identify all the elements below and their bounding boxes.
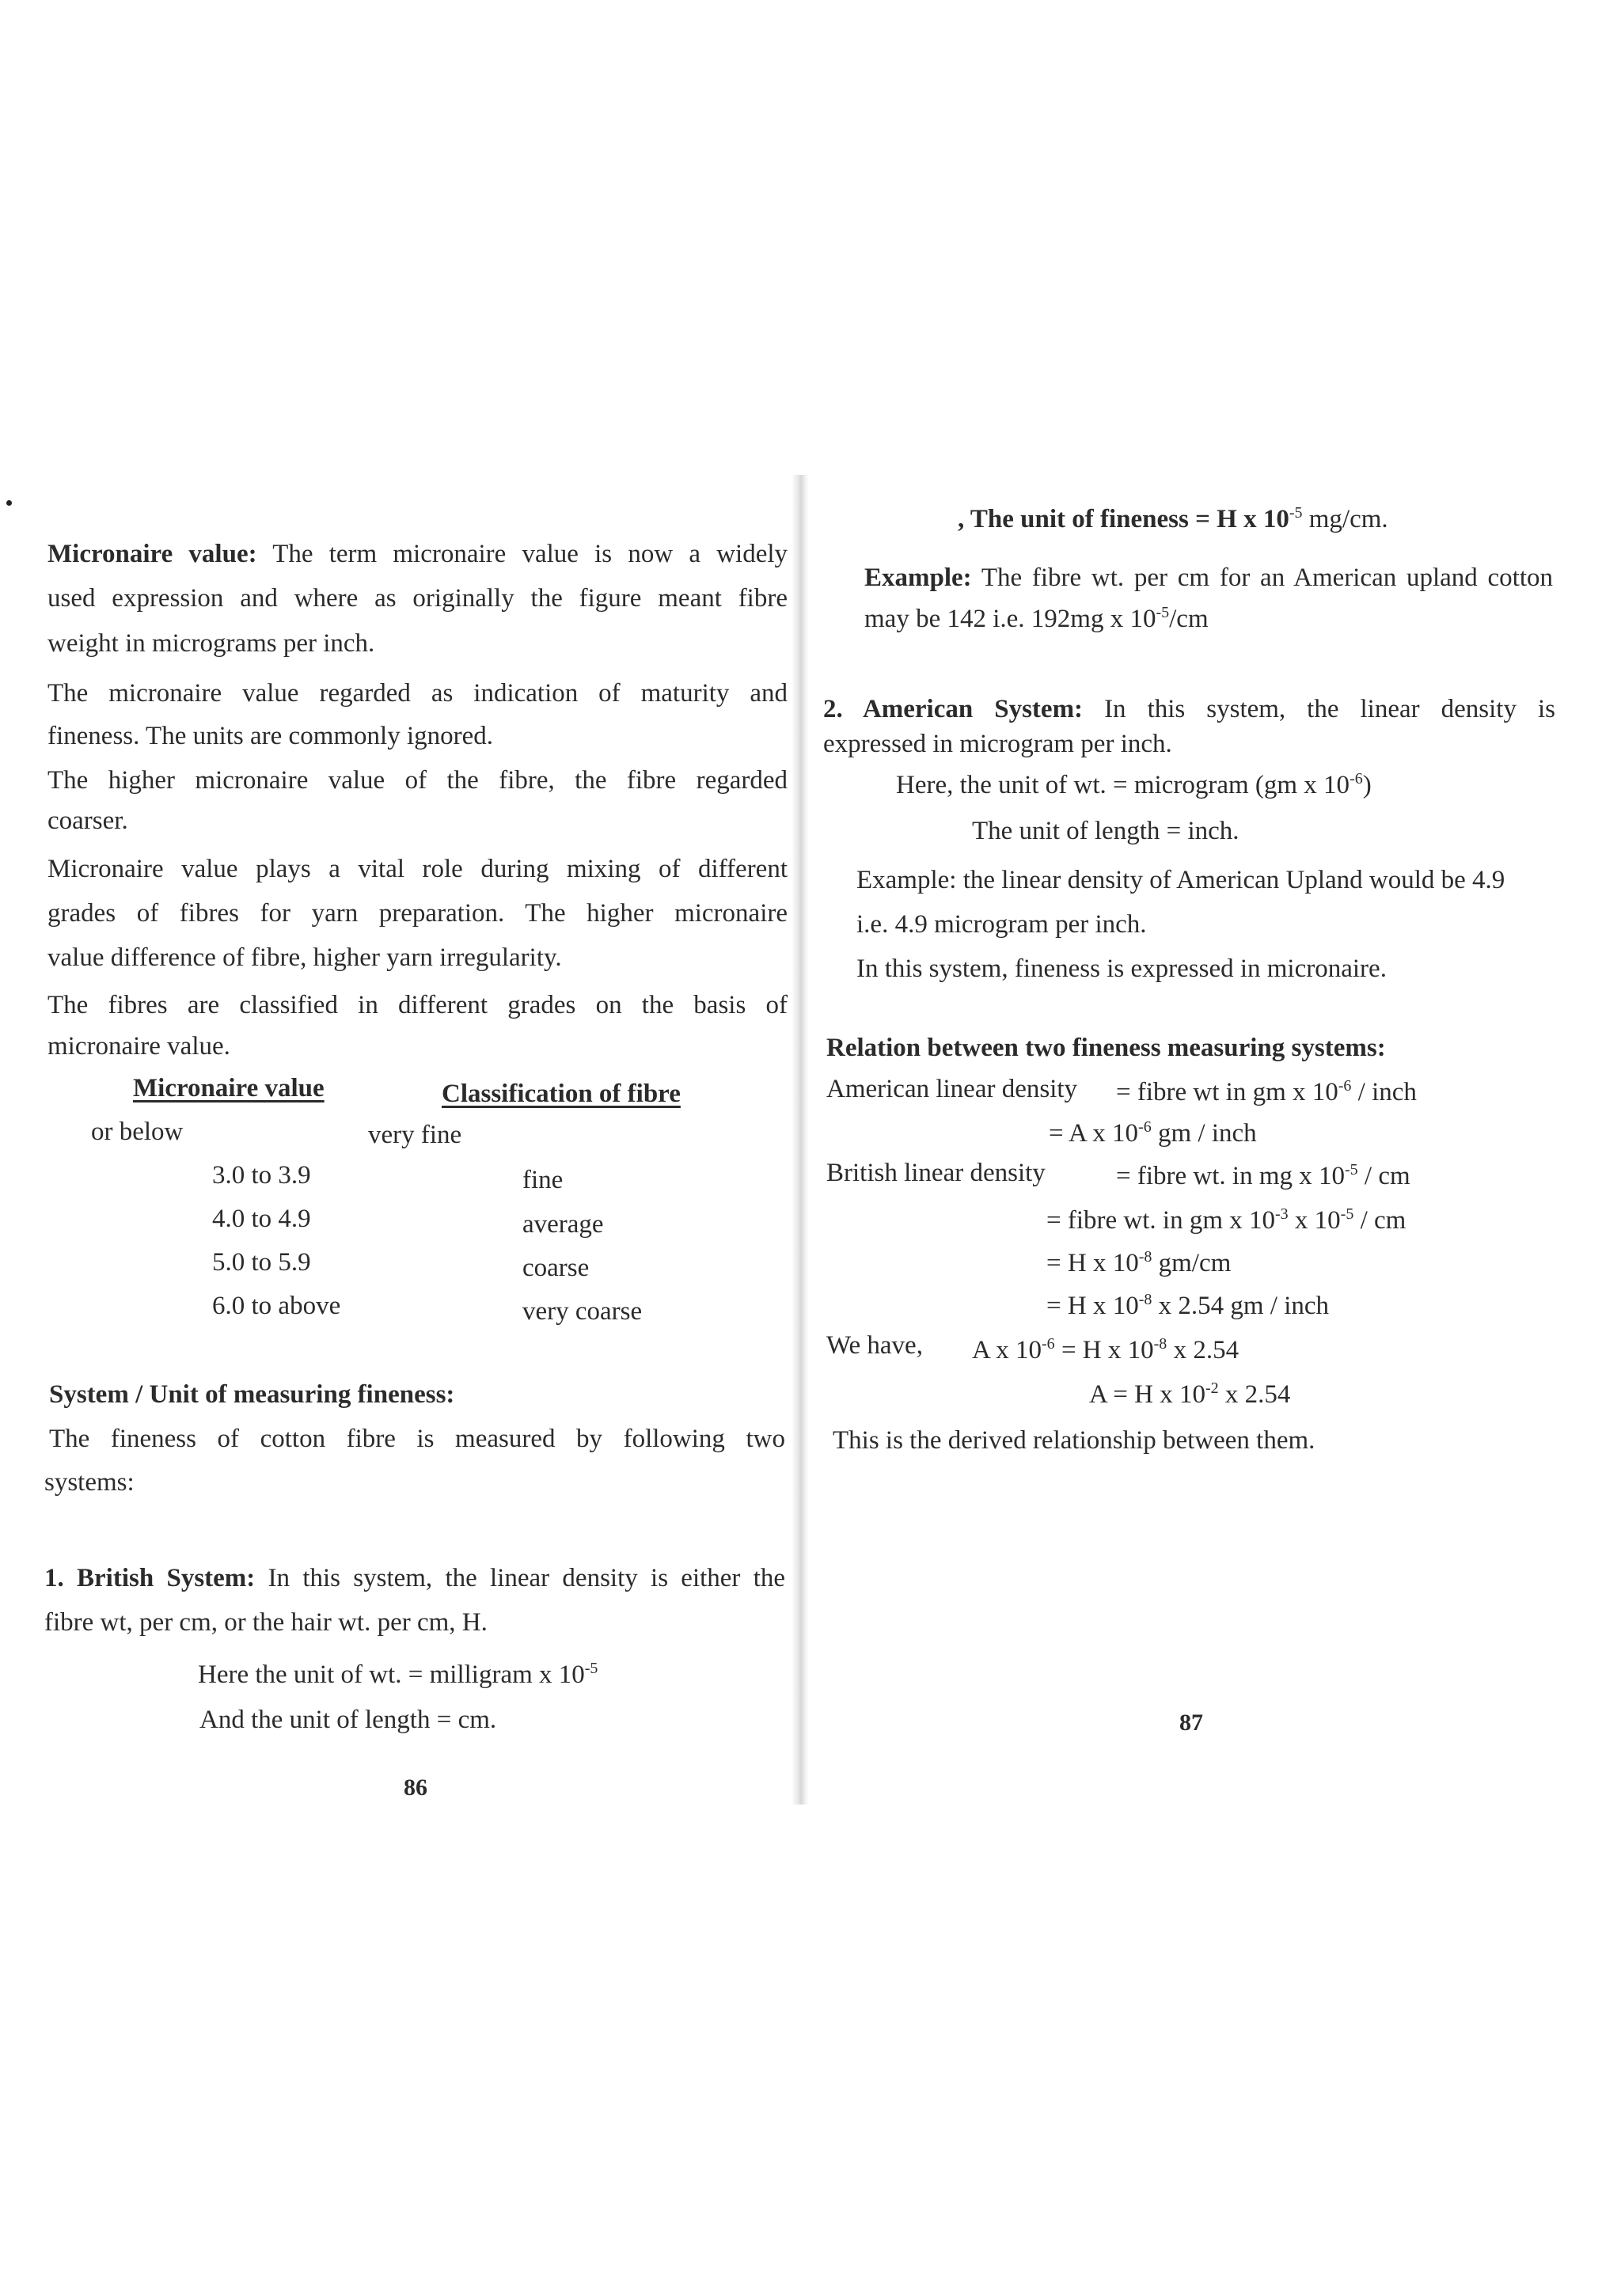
- paragraph-maturity-2: fineness. The units are commonly ignored.: [47, 722, 494, 750]
- we-have-eq-1-end: x 2.54: [1167, 1336, 1239, 1364]
- we-have-eq-2-text: A = H x 10: [1089, 1380, 1205, 1409]
- we-have-eq-2-exponent: -2: [1205, 1379, 1219, 1397]
- paragraph-coarser-2: coarser.: [47, 806, 128, 835]
- british-ld-eq-4-unit: x 2.54 gm / inch: [1152, 1292, 1330, 1320]
- paragraph-maturity-1: The micronaire value regarded as indication of maturity and: [47, 679, 788, 708]
- british-ld-eq-4-text: = H x 10: [1046, 1292, 1139, 1320]
- british-ld-eq-2-unit: / cm: [1353, 1206, 1407, 1235]
- american-label: 2. American System:: [823, 695, 1084, 723]
- american-ld-eq-1-exponent: -6: [1338, 1077, 1352, 1095]
- british-ld-eq-1: [1116, 1160, 1410, 1192]
- table-row-5-value: 6.0 to above: [212, 1292, 341, 1320]
- american-line-2: expressed in microgram per inch.: [823, 730, 1172, 758]
- unit-of-fineness-text: , The unit of fineness = H x 10: [958, 505, 1289, 533]
- example-2-line-1: Example: the linear density of American Upland would be 4.9: [856, 866, 1505, 894]
- british-ld-eq-1-unit: / cm: [1357, 1162, 1410, 1190]
- we-have-eq-2: [1089, 1379, 1290, 1410]
- american-ld-eq-2-text: = A x 10: [1049, 1119, 1139, 1148]
- table-header-classification: Classification of fibre: [442, 1080, 681, 1108]
- british-line-2: fibre wt, per cm, or the hair wt. per cm, H.: [44, 1608, 488, 1637]
- left-page: [0, 0, 799, 2296]
- table-row-3-class: average: [522, 1210, 604, 1239]
- system-heading: System / Unit of measuring fineness:: [49, 1380, 455, 1409]
- we-have-eq-1-exponent-2: -8: [1153, 1335, 1167, 1353]
- paragraph-mixing-1: Micronaire value plays a vital role during mixing of different: [47, 855, 788, 883]
- american-line-1: [823, 693, 1555, 725]
- american-unit-weight-text: Here, the unit of wt. = microgram (gm x 10: [896, 771, 1350, 799]
- british-unit-weight-exponent: -5: [584, 1660, 598, 1677]
- example-line-2-exponent: -5: [1156, 604, 1170, 621]
- example-line-2-text: may be 142 i.e. 192mg x 10: [864, 605, 1156, 633]
- british-ld-eq-2: [1046, 1205, 1406, 1236]
- table-row-2-value: 3.0 to 3.9: [212, 1161, 311, 1190]
- table-header-micronaire: Micronaire value: [133, 1074, 325, 1102]
- american-line-1-rest: In this system, the linear density is: [1104, 695, 1555, 723]
- british-ld-eq-4: [1046, 1290, 1329, 1322]
- british-ld-eq-3: [1046, 1247, 1231, 1279]
- british-ld-eq-3-text: = H x 10: [1046, 1249, 1139, 1277]
- british-unit-length: And the unit of length = cm.: [199, 1706, 497, 1734]
- unit-of-fineness-unit: mg/cm.: [1302, 505, 1388, 533]
- micronaire-text-1: The term micronaire value is now a widely: [272, 540, 788, 568]
- british-ld-eq-1-text: = fibre wt. in mg x 10: [1116, 1162, 1345, 1190]
- british-ld-eq-2-exponent-2: -5: [1340, 1205, 1354, 1223]
- table-row-4-class: coarse: [522, 1254, 590, 1282]
- paragraph-classified-1: The fibres are classified in different grades on the basis of: [47, 991, 788, 1019]
- system-line-1: The fineness of cotton fibre is measured by following two: [49, 1425, 785, 1453]
- table-row-1-value: or below: [91, 1118, 184, 1146]
- relation-heading: Relation between two fineness measuring systems:: [826, 1034, 1386, 1062]
- unit-of-fineness-exponent: -5: [1289, 504, 1303, 522]
- british-label: 1. British System:: [44, 1564, 256, 1592]
- example-2-line-3: In this system, fineness is expressed in micronaire.: [856, 954, 1387, 983]
- american-ld-eq-1: [1116, 1076, 1417, 1108]
- british-ld-eq-2-exponent-1: -3: [1275, 1205, 1289, 1223]
- british-line-1-rest: In this system, the linear density is either the: [268, 1564, 786, 1592]
- british-ld-label: British linear density: [826, 1159, 1046, 1187]
- american-unit-weight-close: ): [1362, 771, 1372, 799]
- table-row-4-value: 5.0 to 5.9: [212, 1248, 311, 1277]
- example-line-1: [864, 562, 1553, 594]
- micronaire-line-1: [47, 538, 788, 570]
- paragraph-mixing-3: value difference of fibre, higher yarn irregularity.: [47, 943, 562, 972]
- table-row-5-class: very coarse: [522, 1297, 643, 1326]
- unit-of-fineness: [958, 503, 1388, 535]
- table-row-2-class: fine: [522, 1166, 564, 1194]
- british-ld-eq-1-exponent: -5: [1345, 1161, 1358, 1178]
- american-unit-weight: [896, 769, 1372, 801]
- british-line-1: [44, 1562, 785, 1594]
- british-unit-weight-text: Here the unit of wt. = milligram x 10: [198, 1660, 585, 1689]
- we-have-eq-1-text: A x 10: [972, 1336, 1042, 1364]
- we-have-eq-1-mid: = H x 10: [1054, 1336, 1154, 1364]
- example-label: Example:: [864, 564, 972, 592]
- british-ld-eq-4-exponent: -8: [1138, 1291, 1152, 1308]
- example-line-1-rest: The fibre wt. per cm for an American upland cotton: [981, 564, 1553, 592]
- page-number-right: 87: [1179, 1710, 1203, 1736]
- micronaire-line-3: weight in micrograms per inch.: [47, 629, 375, 658]
- example-line-2-unit: /cm: [1169, 605, 1209, 633]
- micronaire-label: Micronaire value:: [47, 540, 257, 568]
- american-unit-weight-exponent: -6: [1350, 770, 1363, 787]
- american-ld-eq-2-exponent: -6: [1138, 1118, 1152, 1136]
- american-ld-eq-2-unit: gm / inch: [1151, 1119, 1257, 1148]
- example-line-2: [864, 603, 1209, 635]
- derived-relationship: This is the derived relationship between them.: [833, 1426, 1315, 1455]
- american-ld-eq-1-text: = fibre wt in gm x 10: [1116, 1078, 1338, 1106]
- we-have-eq-1-exponent-1: -6: [1042, 1335, 1055, 1353]
- british-unit-weight: [198, 1659, 598, 1691]
- we-have-eq-1: [972, 1334, 1239, 1366]
- paragraph-mixing-2: grades of fibres for yarn preparation. The higher micronaire: [47, 899, 788, 928]
- american-ld-label: American linear density: [826, 1075, 1078, 1103]
- british-ld-eq-2-mid: x 10: [1288, 1206, 1341, 1235]
- british-ld-eq-2-text: = fibre wt. in gm x 10: [1046, 1206, 1275, 1235]
- british-ld-eq-3-unit: gm/cm: [1152, 1249, 1232, 1277]
- page-number-left: 86: [404, 1774, 427, 1801]
- american-ld-eq-1-unit: / inch: [1351, 1078, 1417, 1106]
- we-have-label: We have,: [826, 1331, 923, 1360]
- system-line-2: systems:: [44, 1468, 135, 1497]
- paragraph-coarser-1: The higher micronaire value of the fibre, the fibre regarded: [47, 766, 788, 795]
- american-unit-length: The unit of length = inch.: [972, 817, 1239, 845]
- we-have-eq-2-end: x 2.54: [1218, 1380, 1291, 1409]
- american-ld-eq-2: [1049, 1118, 1257, 1149]
- example-2-line-2: i.e. 4.9 microgram per inch.: [856, 910, 1147, 939]
- micronaire-line-2: used expression and where as originally the figure meant fibre: [47, 584, 788, 613]
- table-row-3-value: 4.0 to 4.9: [212, 1205, 311, 1233]
- table-row-1-class: very fine: [368, 1121, 462, 1149]
- right-page: [799, 0, 1621, 2296]
- british-ld-eq-3-exponent: -8: [1138, 1248, 1152, 1266]
- paragraph-classified-2: micronaire value.: [47, 1032, 230, 1061]
